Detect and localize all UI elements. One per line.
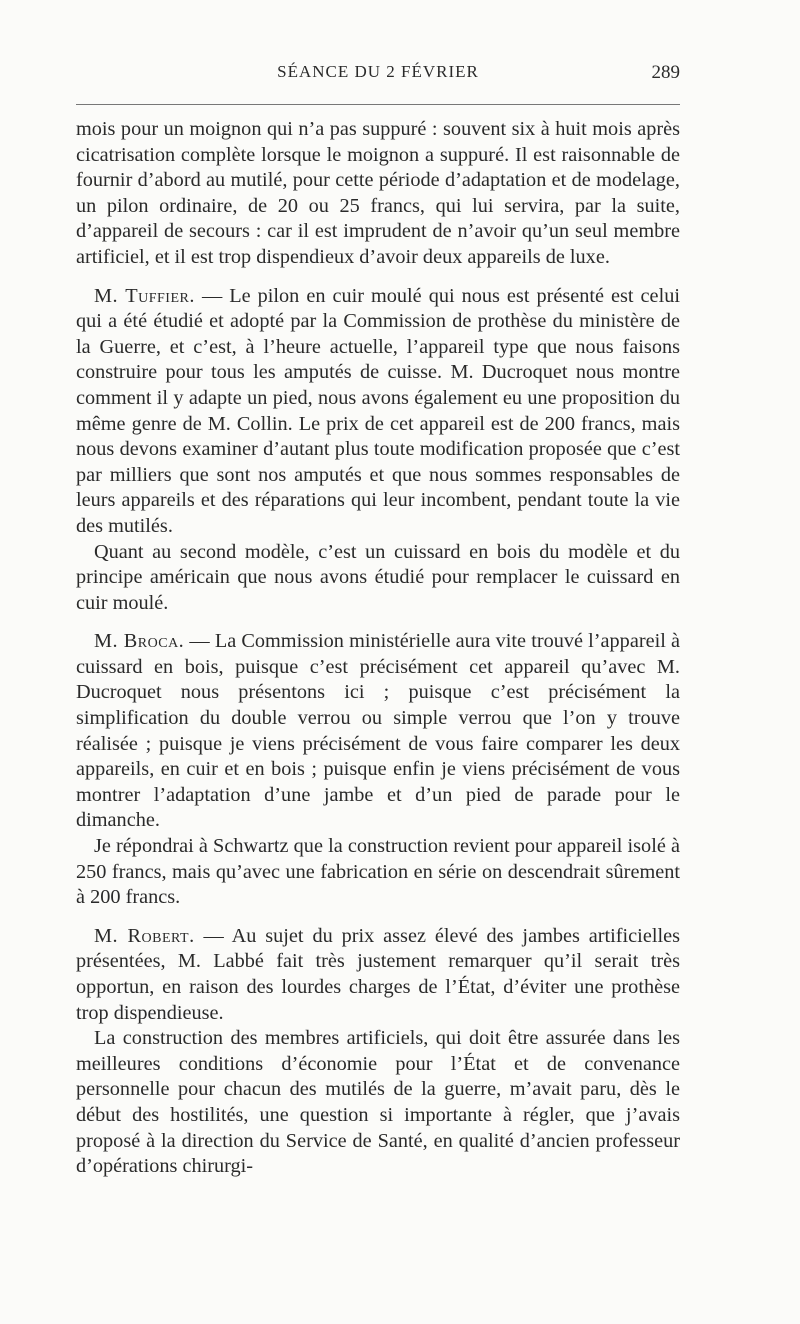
running-header	[76, 62, 680, 92]
speaker-name: M. Robert.	[94, 924, 195, 947]
paragraph-broca	[76, 629, 680, 834]
header-title: SÉANCE DU 2 FÉVRIER	[277, 62, 479, 81]
paragraph-text: mois pour un moignon qui n’a pas suppuré : souvent six à huit mois après cicatrisation complète lorsque le moignon a suppuré. Il est raisonnable de fournir d’abord au mutilé, pour cette période d’adaptation et de modelage, un pilon ordinaire, de 20 ou 25 francs, qui lui servira, par la suite, d’appareil de secours : car il est imprudent de n’avoir qu’un seul membre artificiel, et il est trop dispendieux d’avoir deux appareils de luxe.	[76, 118, 680, 268]
paragraph	[76, 1026, 680, 1180]
paragraph-text: Quant au second modèle, c’est un cuissard en bois du modèle et du principe américain que nous avons étudié pour remplacer le cuissard en cuir moulé.	[76, 540, 680, 614]
speaker-name: M. Broca.	[94, 630, 185, 653]
page-body	[76, 117, 680, 1180]
header-rule	[76, 104, 680, 105]
paragraph	[76, 540, 680, 617]
page-number: 289	[651, 62, 680, 83]
paragraph-tuffier	[76, 284, 680, 540]
speaker-name: M. Tuffier.	[94, 284, 195, 307]
paragraph-continuation	[76, 117, 680, 271]
paragraph-text: Je répondrai à Schwartz que la construction revient pour appareil isolé à 250 francs, mais qu’avec une fabrication en série on descendrait sûrement à 200 francs.	[76, 835, 680, 909]
paragraph-text: — Au sujet du prix assez élevé des jambes artificielles présentées, M. Labbé fait très justement remarquer qu’il serait très opportun, en raison des lourdes charges de l’État, d’éviter une prothèse trop dispendieuse.	[76, 924, 680, 1024]
paragraph-robert	[76, 924, 680, 1026]
paragraph-text: La construction des membres artificiels, qui doit être assurée dans les meilleures conditions d’économie pour l’État et de convenance personnelle pour chacun des mutilés de la guerre, m’avait paru, dès le début des hostilités, une question si importante à régler, que j’avais proposé à la direction du Service de Santé, en qualité d’ancien professeur d’opérations chirurgi-	[76, 1027, 680, 1178]
paragraph-text: — La Commission ministérielle aura vite trouvé l’appareil à cuissard en bois, puisque c’est précisément cet appareil qu’avec M. Ducroquet nous présentons ici ; puisque c’est précisément la simplification du double verrou ou simple verrou que l’on y trouve réalisée ; puisque je viens précisément de vous faire comparer les deux appareils, en cuir et en bois ; puisque enfin je viens précisément de vous montrer l’adaptation d’une jambe et d’un pied de parade pour le dimanche.	[76, 630, 680, 832]
paragraph	[76, 834, 680, 911]
paragraph-text: — Le pilon en cuir moulé qui nous est présenté est celui qui a été étudié et adopté par la Commission de prothèse du ministère de la Guerre, et c’est, à l’heure actuelle, l’appareil type que nous faisons construire pour tous les amputés de cuisse. M. Ducroquet nous montre comment il y adapte un pied, nous avons également eu une proposition du même genre de M. Collin. Le prix de cet appareil est de 200 francs, mais nous devons examiner d’autant plus toute modification proposée que c’est par milliers que sont nos amputés et que nous sommes responsables de leurs appareils et des réparations qui leur incombent, pendant toute la vie des mutilés.	[76, 284, 680, 537]
